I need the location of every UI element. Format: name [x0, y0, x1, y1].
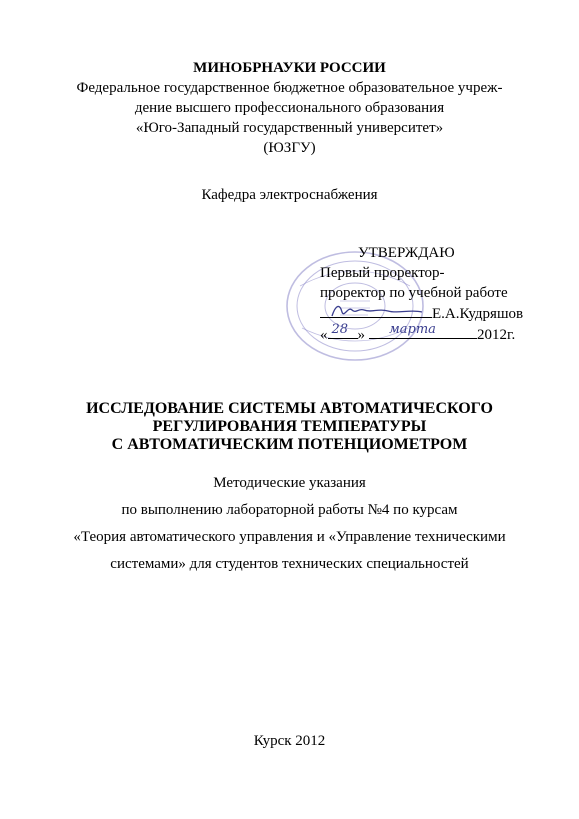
- approval-signer: Е.А.Кудряшов: [432, 306, 524, 322]
- date-year: 2012г.: [477, 327, 516, 343]
- date-month-handwritten: марта: [389, 322, 436, 337]
- approval-date-line: [320, 324, 560, 345]
- ministry-name: МИНОБРНАУКИ РОССИИ: [193, 60, 386, 76]
- institution-line-1: Федеральное государственное бюджетное образовательное учреж-: [76, 80, 503, 96]
- approval-heading: УТВЕРЖДАЮ: [358, 245, 455, 261]
- city-year: Курск 2012: [253, 733, 326, 749]
- approval-block: [320, 243, 560, 345]
- date-quote-close: »: [357, 327, 365, 343]
- university-abbrev: (ЮЗГУ): [263, 140, 316, 156]
- date-month-field: [369, 324, 477, 339]
- date-day-field: [328, 324, 358, 339]
- approval-role-line-2: проректор по учебной работе: [320, 285, 508, 301]
- date-quote-open: «: [320, 327, 328, 343]
- department-name: Кафедра электроснабжения: [201, 187, 378, 203]
- document-title-line-3: С АВТОМАТИЧЕСКИМ ПОТЕНЦИОМЕТРОМ: [111, 436, 468, 453]
- subtitle-line-1: Методические указания: [213, 475, 366, 491]
- subtitle-line-3: «Теория автоматического управления и «Управление техническими: [73, 529, 506, 545]
- document-title-line-2: РЕГУЛИРОВАНИЯ ТЕМПЕРАТУРЫ: [152, 418, 427, 435]
- subtitle-line-2: по выполнению лабораторной работы №4 по курсам: [121, 502, 458, 518]
- subtitle-line-4: системами» для студентов технических специальностей: [110, 556, 469, 572]
- handwritten-signature-icon: [318, 300, 430, 320]
- date-day-handwritten: 28: [331, 322, 349, 337]
- university-name: «Юго-Западный государственный университет»: [135, 120, 444, 136]
- document-title-line-1: ИССЛЕДОВАНИЕ СИСТЕМЫ АВТОМАТИЧЕСКОГО: [86, 400, 493, 417]
- institution-line-2: дение высшего профессионального образования: [134, 100, 445, 116]
- approval-role-line-1: Первый проректор-: [320, 265, 445, 281]
